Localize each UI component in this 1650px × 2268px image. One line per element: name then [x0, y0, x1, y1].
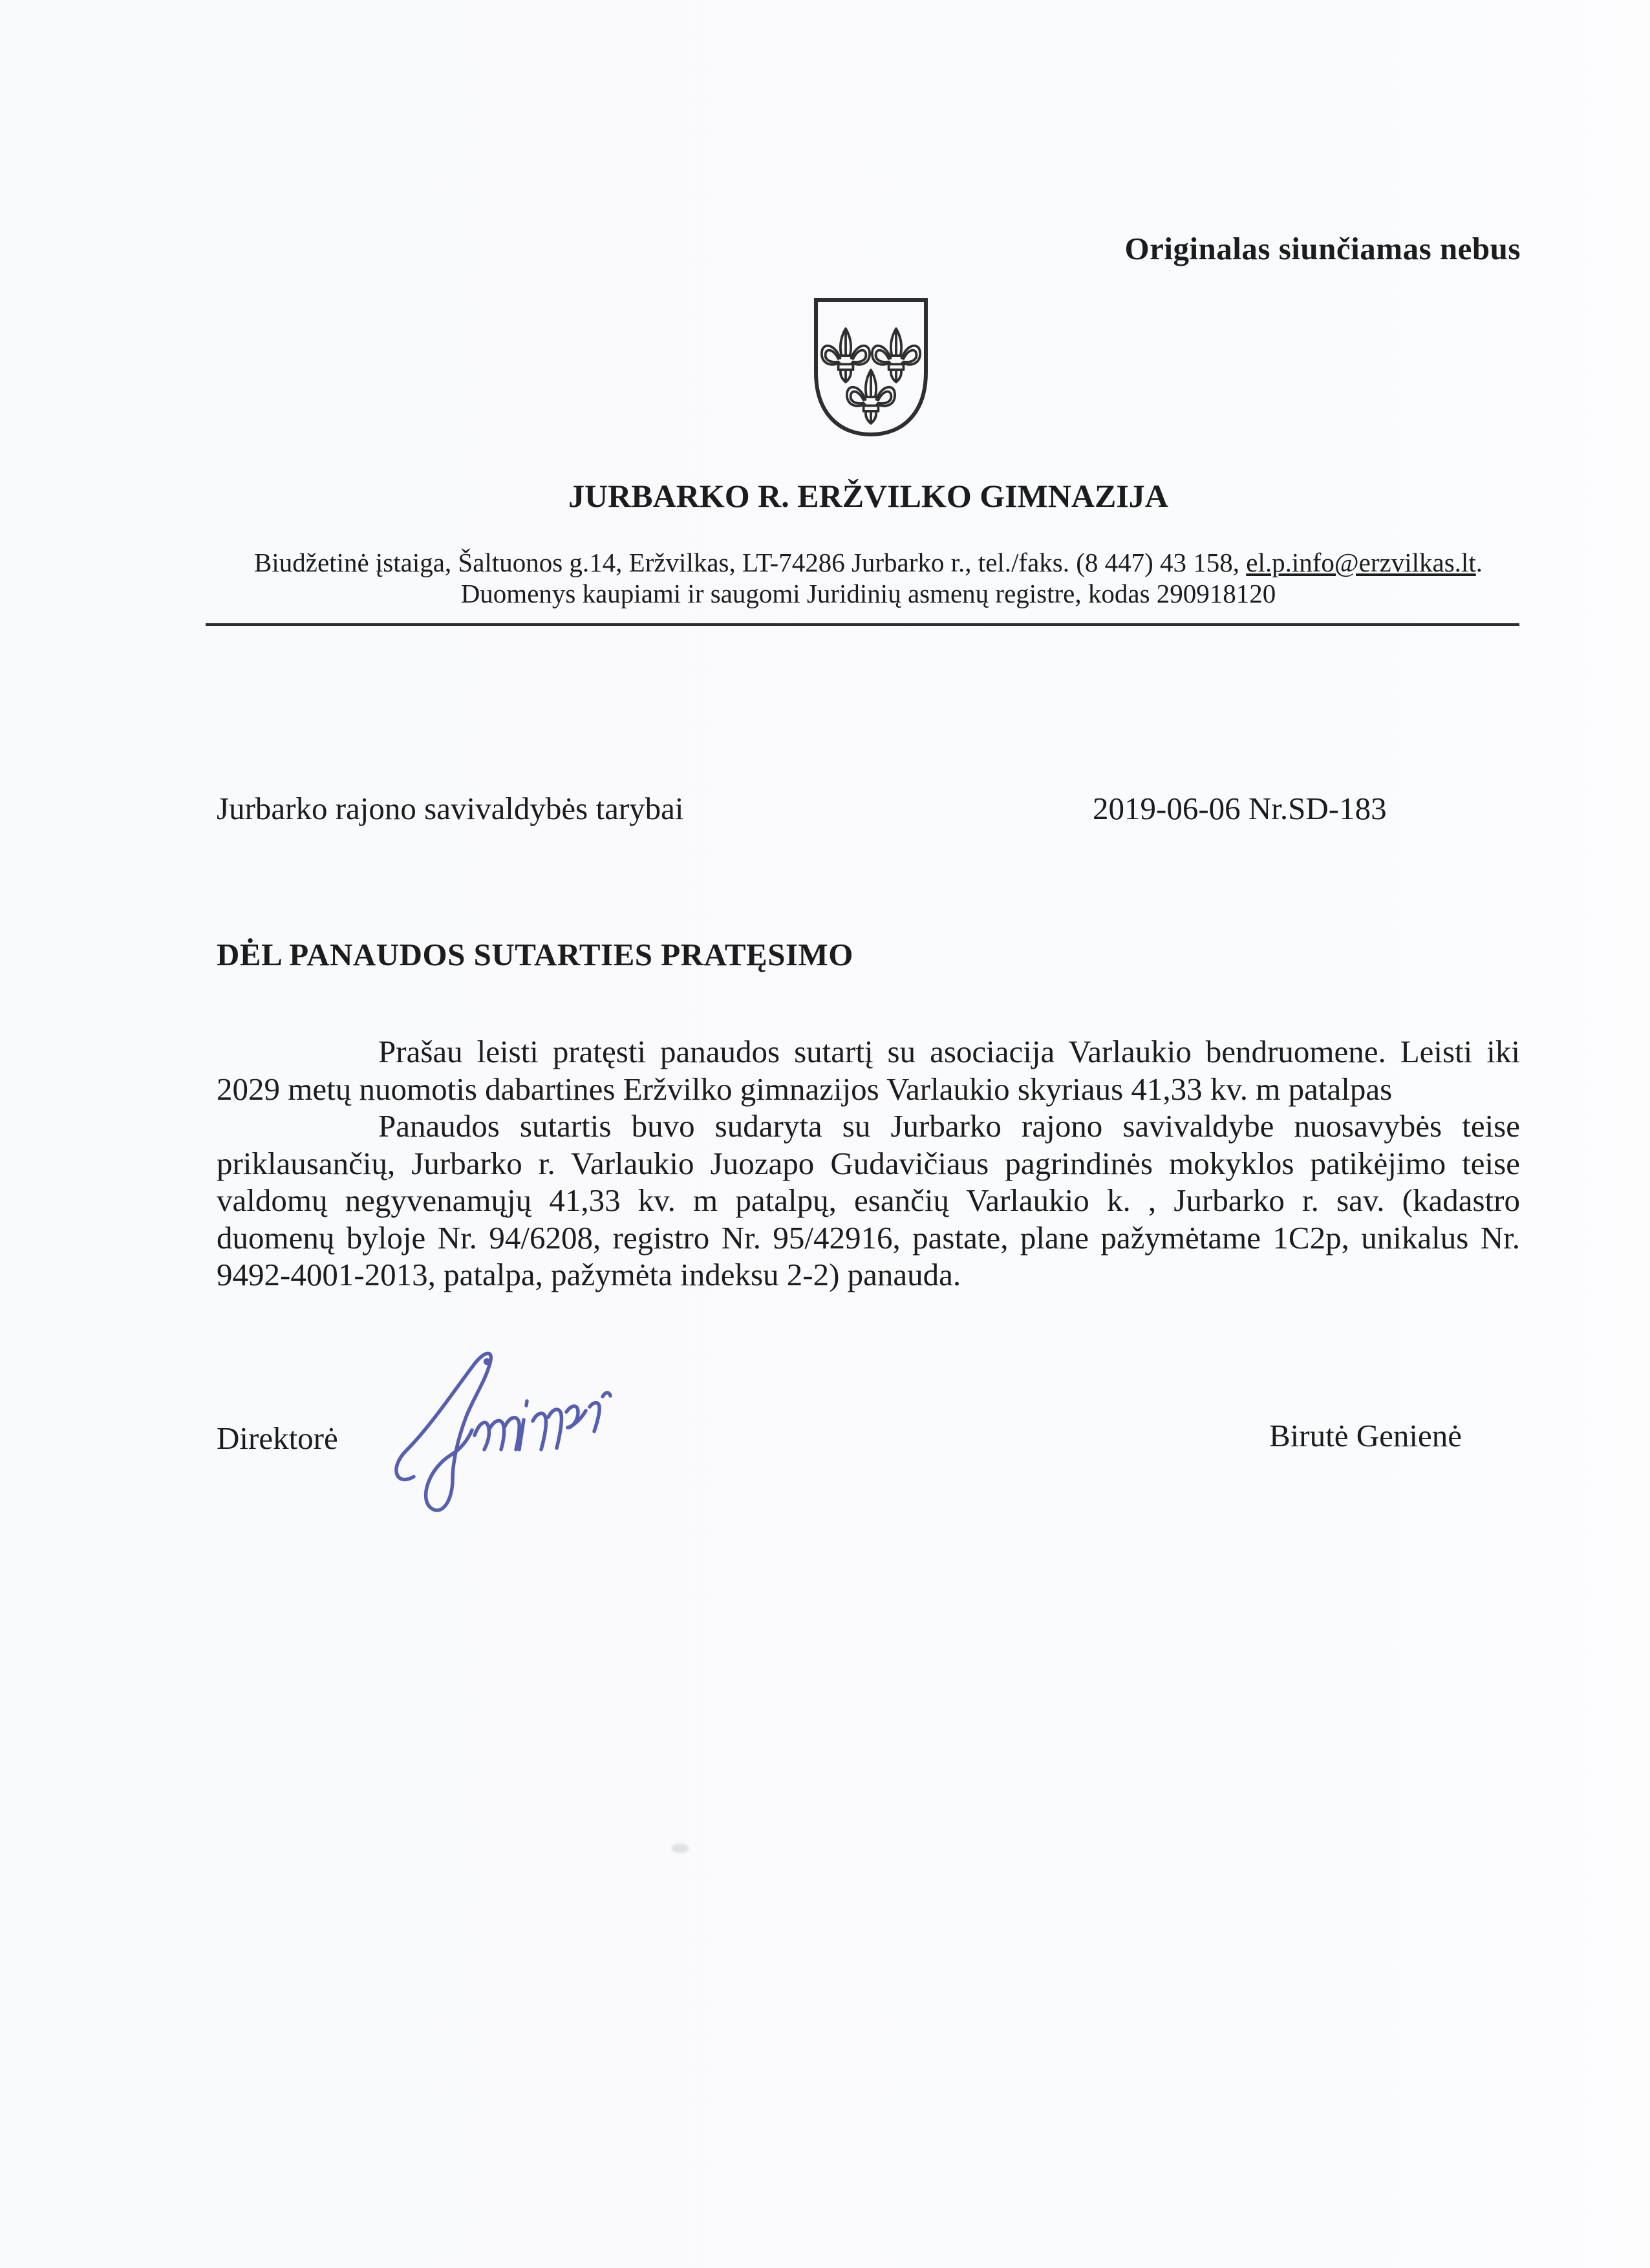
org-address-text: Biudžetinė įstaiga, Šaltuonos g.14, Eržvilkas, LT-74286 Jurbarko r., tel./faks. (8 447) 43 158,: [254, 548, 1247, 577]
org-address-text-after: . Duomenys kaupiami ir saugomi Juridinių asmenų registre, kodas 290918120: [460, 548, 1483, 608]
signatory-role: Direktorė: [217, 1420, 338, 1456]
handwritten-signature-icon: [357, 1333, 680, 1540]
body-line: duomenų byloje Nr. 94/6208, registro Nr. 95/42916, pastate, plane pažymėtame 1C2p, unikalus Nr.: [217, 1219, 1520, 1256]
body-line: 9492-4001-2013, patalpa, pažymėta indeksu 2-2) panauda.: [217, 1257, 961, 1292]
coat-of-arms-icon: [812, 296, 930, 440]
signatory-name: Birutė Genienė: [1269, 1418, 1462, 1453]
body-line: valdomų negyvenamųjų 41,33 kv. m patalpų, esančių Varlaukio k. , Jurbarko r. sav. (kadastro: [217, 1182, 1520, 1218]
body-line: priklausančių, Jurbarko r. Varlaukio Juozapo Gudavičiaus pagrindinės mokyklos patikėjimo teise: [217, 1145, 1520, 1181]
header-divider: [206, 623, 1519, 626]
document-date-number: 2019-06-06 Nr.SD-183: [1093, 791, 1387, 826]
body-line: Panaudos sutartis buvo sudaryta su Jurbarko rajono savivaldybe nuosavybės teise: [378, 1108, 1520, 1144]
organization-name: JURBARKO R. ERŽVILKO GIMNAZIJA: [568, 478, 1168, 514]
org-address: [194, 547, 1543, 609]
recipient: Jurbarko rajono savivaldybės tarybai: [217, 791, 684, 826]
subject-line: DĖL PANAUDOS SUTARTIES PRATĘSIMO: [217, 937, 853, 972]
scan-artifact: [671, 1844, 689, 1853]
shield-icon: [812, 296, 930, 440]
letter-body: [217, 1033, 1520, 1294]
body-line: Prašau leisti pratęsti panaudos sutartį su asociacija Varlaukio bendruomene. Leisti iki: [378, 1034, 1520, 1069]
body-line: 2029 metų nuomotis dabartines Eržvilko gimnazijos Varlaukio skyriaus 41,33 kv. m patalpas: [217, 1071, 1393, 1107]
email-link[interactable]: el.p.info@erzvilkas.lt: [1246, 548, 1476, 577]
copy-note: Originalas siunčiamas nebus: [1124, 231, 1521, 266]
